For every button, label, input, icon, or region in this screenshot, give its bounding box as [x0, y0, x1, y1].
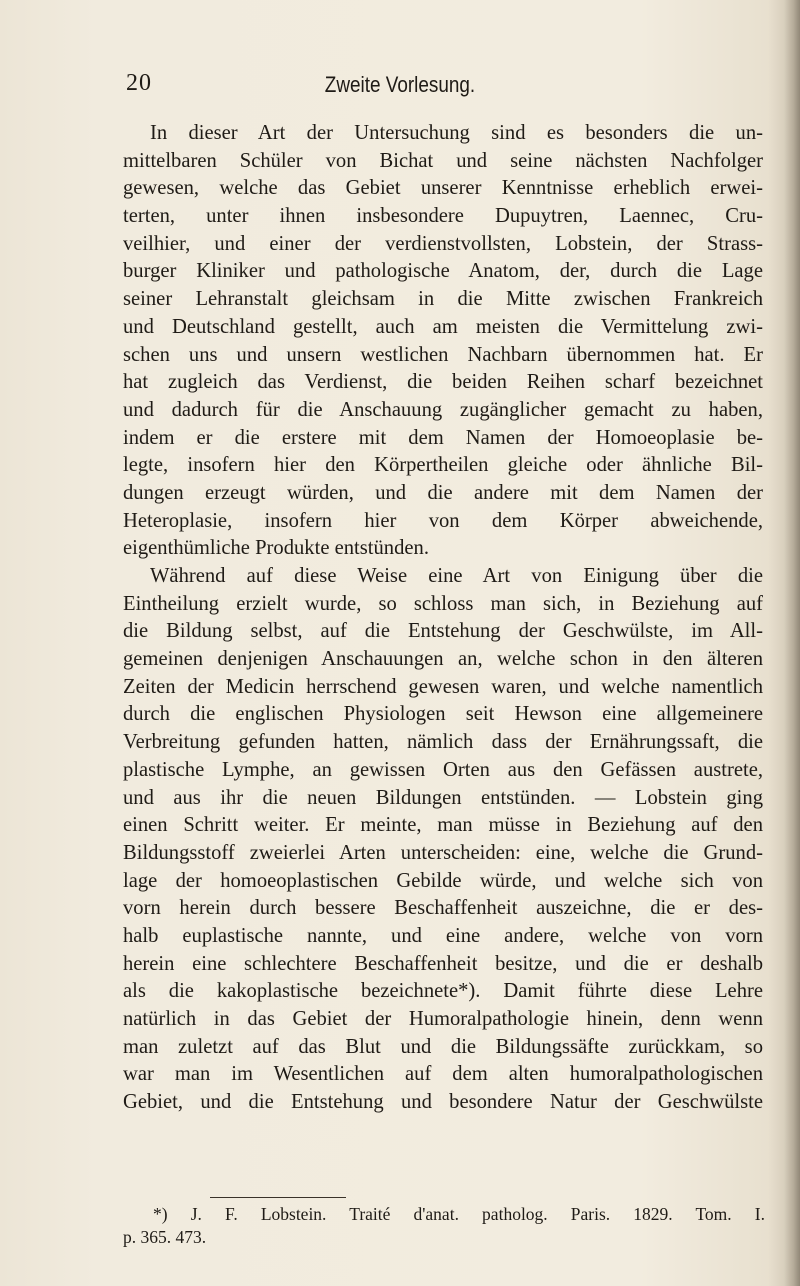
text-line: durch die englischen Physiologen seit Hewson eine allgemeinere [123, 703, 763, 726]
text-line: seiner Lehranstalt gleichsam in die Mitte zwischen Frankreich [123, 288, 763, 311]
text-line: und dadurch für die Anschauung zugänglicher gemacht zu haben, [123, 398, 763, 421]
text-line: und Deutschland gestellt, auch am meisten die Vermittelung zwi- [123, 315, 763, 338]
page-header [0, 70, 800, 110]
footnote [123, 1203, 765, 1249]
paragraph-1 [123, 120, 763, 563]
paragraph-2 [123, 563, 763, 1117]
text-line: lage der homoeoplastischen Gebilde würde, und welche sich von [123, 869, 763, 892]
text-line: einen Schritt weiter. Er meinte, man müsse in Beziehung auf den [123, 814, 763, 837]
body-text [123, 120, 763, 1117]
text-line: terten, unter ihnen insbesondere Dupuytren, Laennec, Cru- [123, 205, 763, 228]
text-line: herein eine schlechtere Beschaffenheit besitze, und die er deshalb [123, 952, 763, 975]
text-line: Verbreitung gefunden hatten, nämlich dass der Ernährungssaft, die [123, 731, 763, 754]
text-line: man zuletzt auf das Blut und die Bildungssäfte zurückkam, so [123, 1035, 763, 1058]
page-edge-shadow [784, 0, 800, 1286]
text-line: halb euplastische nannte, und eine andere, welche von vorn [123, 924, 763, 947]
text-line: indem er die erstere mit dem Namen der Homoeoplasie be- [123, 426, 763, 449]
text-line: dungen erzeugt würden, und die andere mit dem Namen der [123, 481, 763, 504]
text-line: Heteroplasie, insofern hier von dem Körper abweichende, [123, 509, 763, 532]
text-line: In dieser Art der Untersuchung sind es besonders die un- [150, 122, 763, 144]
text-line: Während auf diese Weise eine Art von Einigung über die [150, 565, 763, 587]
text-line: war man im Wesentlichen auf dem alten humoralpathologischen [123, 1063, 763, 1086]
text-line: natürlich in das Gebiet der Humoralpathologie hinein, denn wenn [123, 1008, 763, 1030]
footnote-line: *) J. F. Lobstein. Traité d'anat. patholog. Paris. 1829. Tom. I. [153, 1204, 765, 1224]
text-line: hat zugleich das Verdienst, die beiden Reihen scharf bezeichnet [123, 371, 763, 394]
footnote-line: p. 365. 473. [123, 1227, 207, 1247]
footnote-separator [210, 1197, 346, 1198]
text-line: die Bildung selbst, auf die Entstehung der Geschwülste, im All- [123, 620, 763, 643]
text-line: schen uns und unsern westlichen Nachbarn übernommen hat. Er [123, 343, 763, 366]
text-line: vorn herein durch bessere Beschaffenheit auszeichne, die er des- [123, 897, 763, 920]
text-line: burger Kliniker und pathologische Anatom, der, durch die Lage [123, 260, 763, 283]
text-line: legte, insofern hier den Körpertheilen gleiche oder ähnliche Bil- [123, 454, 763, 477]
running-title: Zweite Vorlesung. [324, 72, 476, 97]
text-line: gemeinen denjenigen Anschauungen an, welche schon in den älteren [123, 648, 763, 671]
text-line: veilhier, und einer der verdienstvollsten, Lobstein, der Strass- [123, 232, 763, 255]
text-line: Gebiet, und die Entstehung und besondere Natur der Geschwülste [123, 1091, 763, 1114]
text-line: gewesen, welche das Gebiet unserer Kenntnisse erheblich erwei- [123, 177, 763, 200]
text-line: Bildungsstoff zweierlei Arten unterscheiden: eine, welche die Grund- [123, 841, 763, 864]
text-line: plastische Lymphe, an gewissen Orten aus den Gefässen austrete, [123, 758, 763, 781]
text-line: als die kakoplastische bezeichnete*). Damit führte diese Lehre [123, 980, 763, 1003]
text-line: und aus ihr die neuen Bildungen entstünden. — Lobstein ging [123, 786, 763, 809]
text-line: Zeiten der Medicin herrschend gewesen waren, und welche namentlich [123, 675, 763, 698]
text-line: Eintheilung erzielt wurde, so schloss man sich, in Beziehung auf [123, 592, 763, 615]
page-number: 20 [126, 70, 152, 96]
text-line: eigenthümliche Produkte entstünden. [123, 537, 429, 560]
text-line: mittelbaren Schüler von Bichat und seine nächsten Nachfolger [123, 149, 763, 172]
